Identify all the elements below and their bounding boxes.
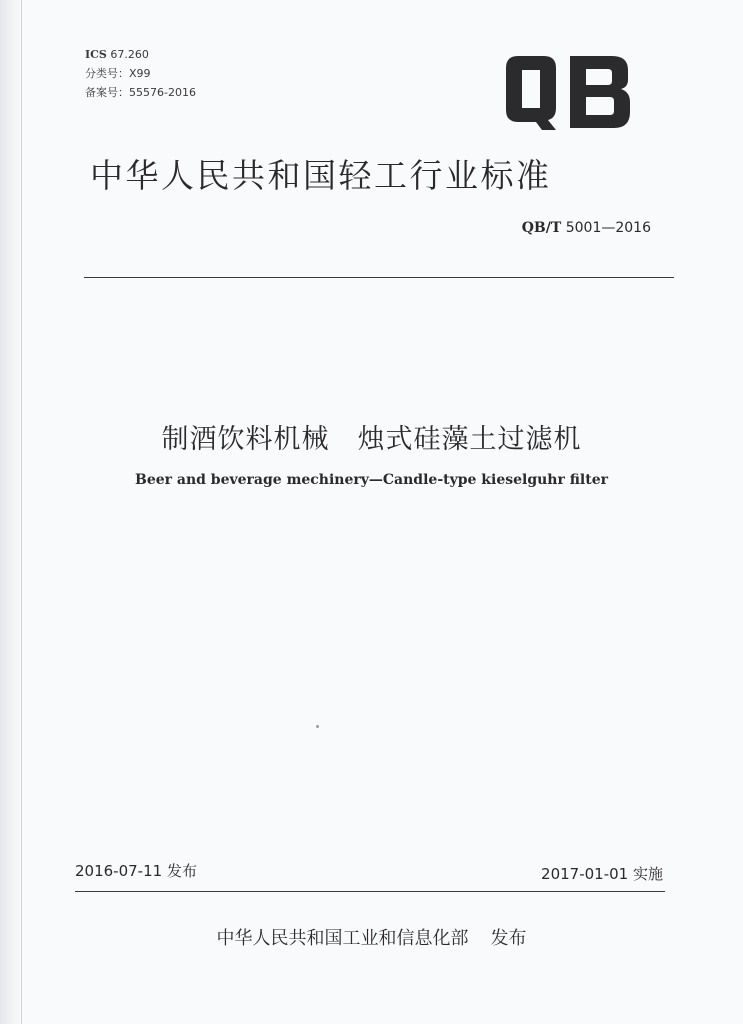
- category-value: X99: [129, 67, 151, 80]
- document-title-english: Beer and beverage mechinery—Candle-type kieselguhr filter: [135, 472, 608, 488]
- footer-divider: [75, 891, 665, 892]
- header-divider: [84, 277, 674, 278]
- record-value: 55576-2016: [129, 86, 196, 99]
- category-label: 分类号：: [85, 67, 129, 80]
- implementation-date: 2017-01-01 实施: [541, 865, 663, 883]
- issue-date: 2016-07-11 发布: [75, 862, 197, 880]
- category-line: [85, 64, 196, 83]
- ics-label: ICS: [85, 48, 107, 61]
- scan-edge-line: [21, 0, 22, 1024]
- scan-edge-shadow: [0, 0, 22, 1024]
- classification-block: [85, 45, 196, 102]
- document-title-chinese: 制酒饮料机械 烛式硅藻土过滤机: [161, 424, 582, 455]
- standard-prefix: QB/T: [521, 220, 562, 236]
- qb-logo: [500, 52, 634, 134]
- record-label: 备案号：: [85, 86, 129, 99]
- publish-label: 发布: [490, 928, 527, 949]
- record-line: [85, 83, 196, 102]
- ics-line: [85, 45, 196, 64]
- standard-code: 5001—2016: [565, 220, 651, 236]
- ics-value: 67.260: [110, 48, 149, 61]
- issuing-organization-title: 中华人民共和国轻工行业标准: [90, 156, 552, 195]
- publisher-name: 中华人民共和国工业和信息化部: [216, 928, 469, 949]
- qb-logo-mark: [500, 52, 634, 134]
- scan-speck: [316, 725, 319, 728]
- standard-number: [522, 220, 651, 236]
- publisher-line: [0, 924, 743, 950]
